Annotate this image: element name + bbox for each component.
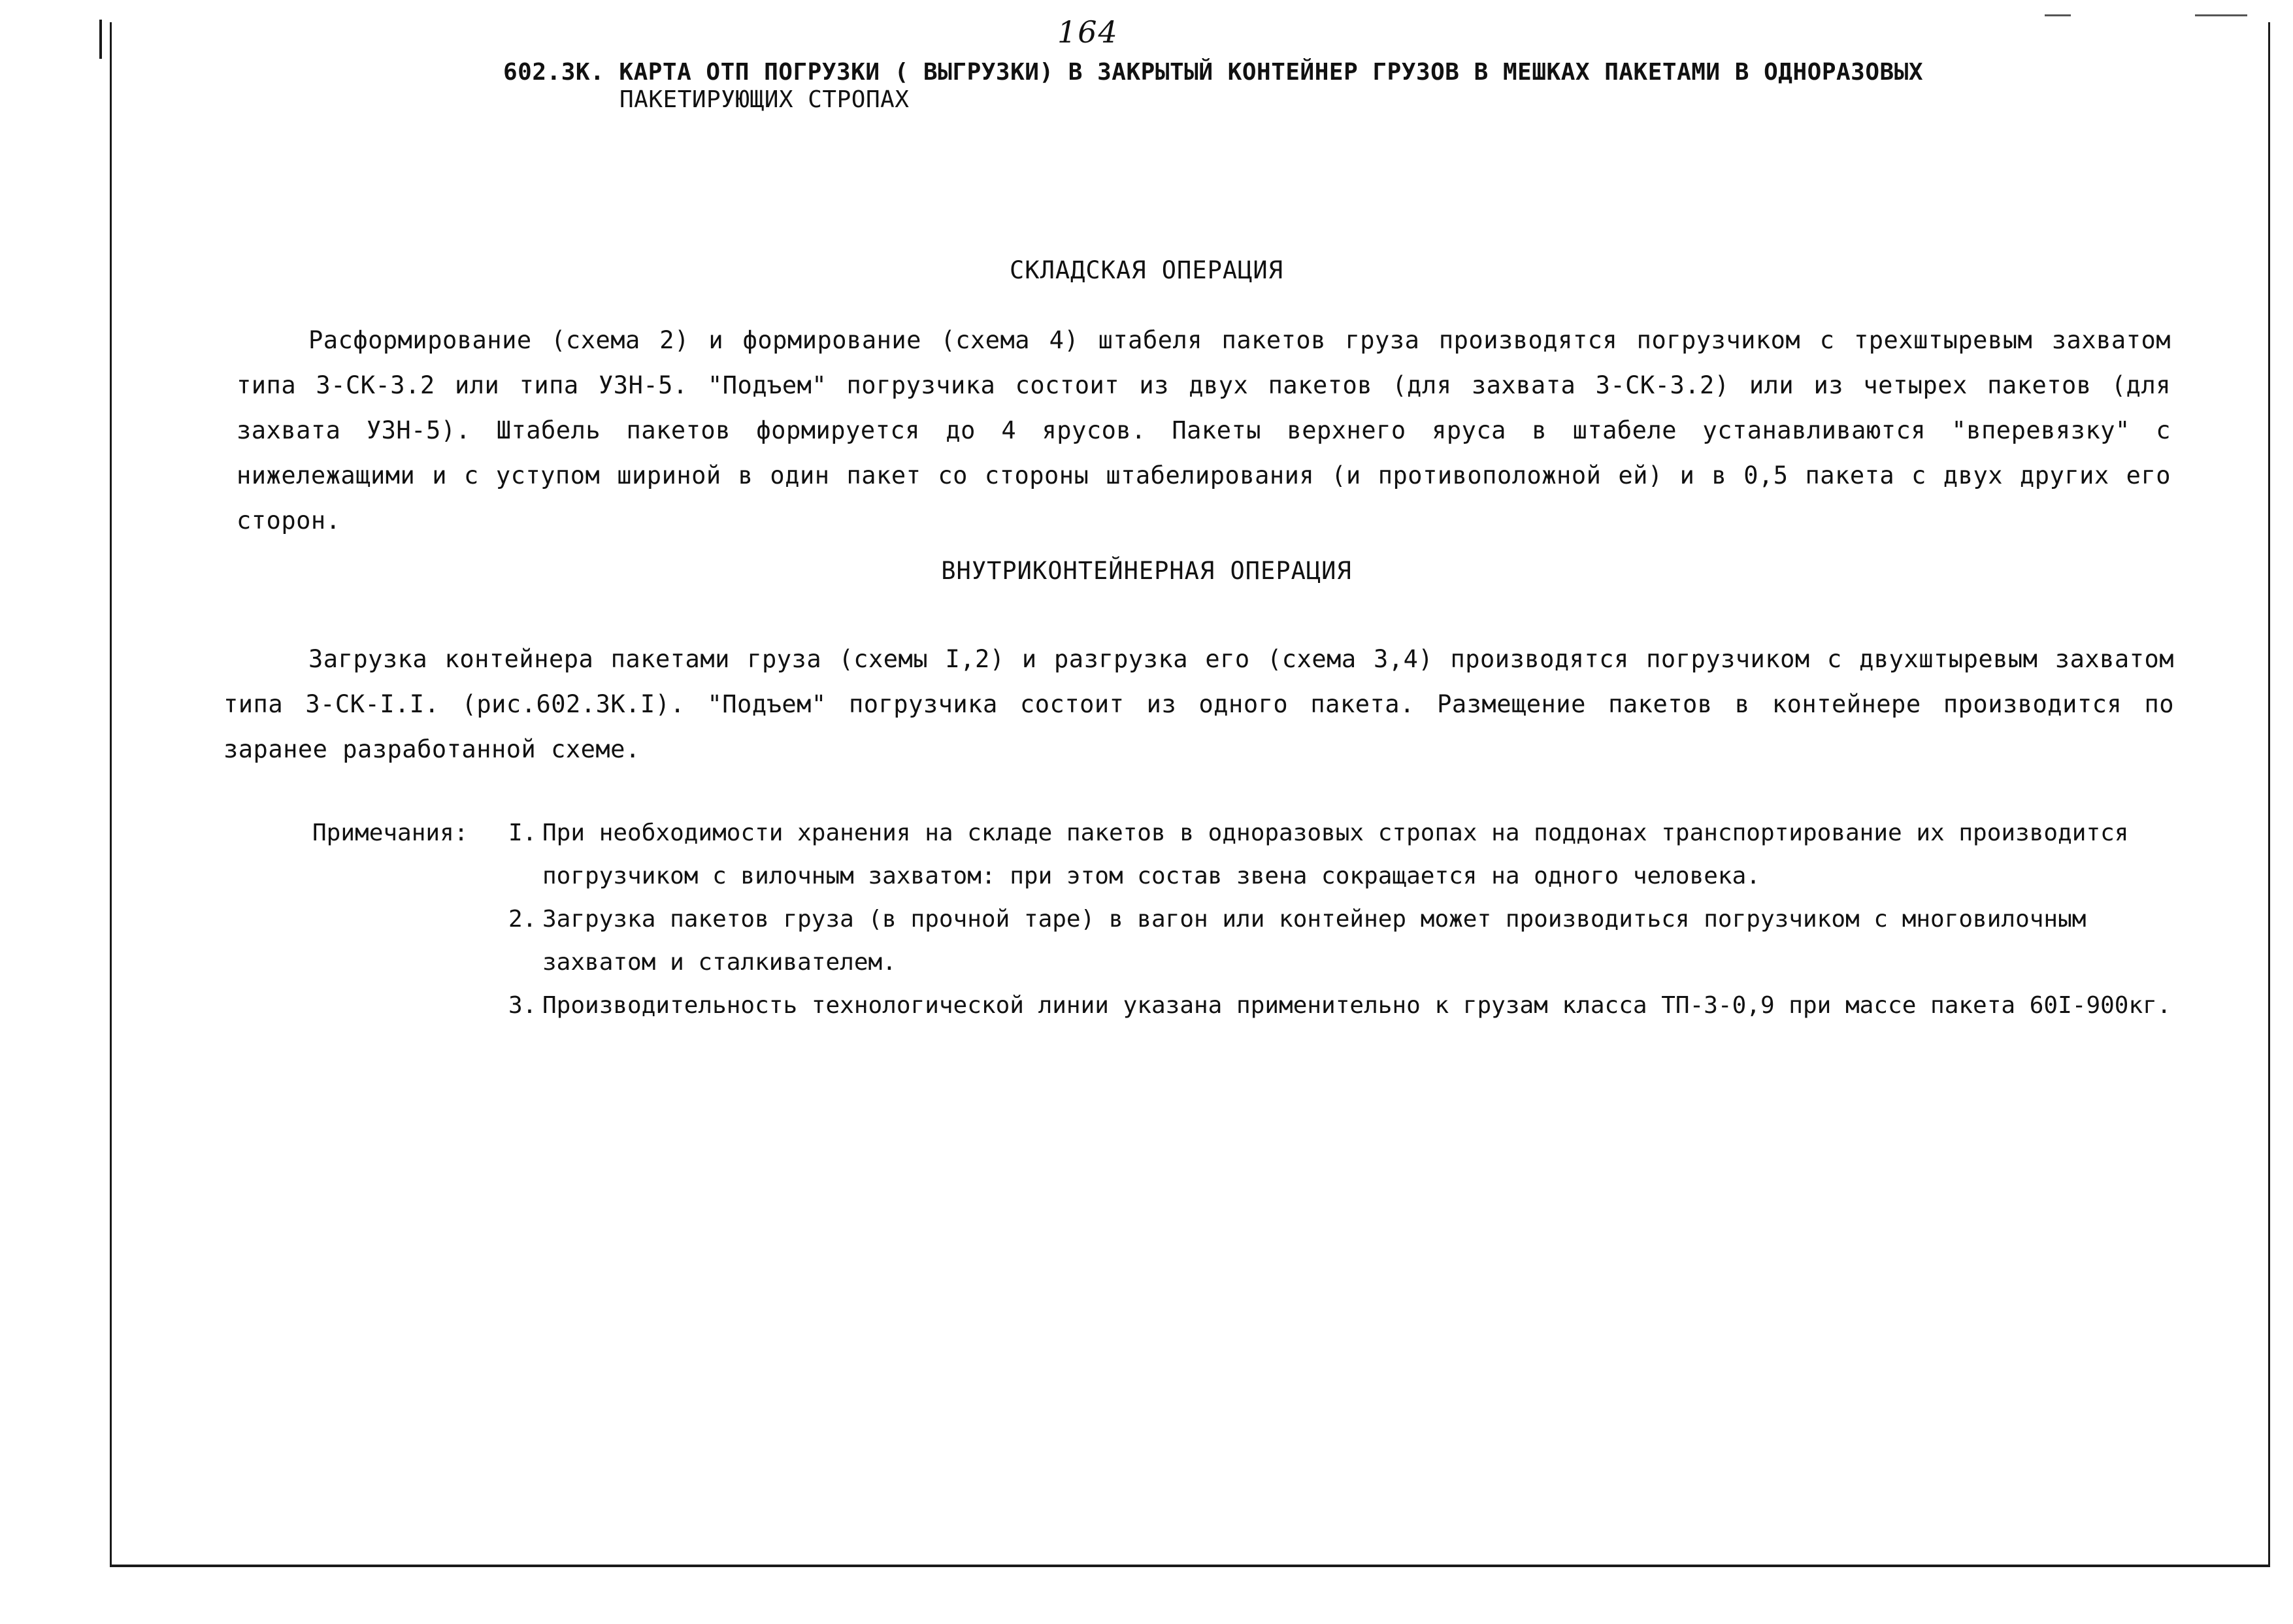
notes-label: Примечания: — [312, 820, 469, 846]
title-line-2: ПАКЕТИРУЮЩИХ СТРОПАХ — [619, 86, 910, 113]
note-item — [312, 812, 2181, 898]
note-item — [312, 984, 2181, 1027]
note-number: 3. — [508, 992, 537, 1019]
notes-block — [312, 812, 2181, 1027]
note-item — [312, 898, 2181, 984]
note-number: I. — [508, 820, 537, 846]
section-heading-warehouse: СКЛАДСКАЯ ОПЕРАЦИЯ — [1010, 256, 1283, 284]
title-line-1: 602.3К. КАРТА ОТП ПОГРУЗКИ ( ВЫГРУЗКИ) В ЗАКРЫТЫЙ КОНТЕЙНЕР ГРУЗОВ В МЕШКАХ ПАКЕТАМИ В ОДНОРАЗОВЫХ — [503, 59, 1924, 86]
section-text-warehouse: Расформирование (схема 2) и формирование (схема 4) штабеля пакетов груза производятся погрузчиком с трехштыревым захватом типа 3-СК-3.2 или типа УЗН-5. "Подъем" погрузчика состоит из двух пакетов (для захвата 3-СК-3.2) или из четырех пакетов (для захвата УЗН-5). Штабель пакетов формируется до 4 ярусов. Пакеты верхнего яруса в штабеле устанавливаются "вперевязку" с нижележащими и с уступом шириной в один пакет со стороны штабелирования (и противоположной ей) и в 0,5 пакета с двух других его сторон. — [237, 326, 2171, 535]
note-text: При необходимости хранения на складе пакетов в одноразовых стропах на поддонах транспортирование их производится погрузчиком с вилочным захватом: при этом состав звена сокращается на одного человека. — [542, 820, 2129, 889]
binding-mark — [99, 20, 102, 59]
page-frame — [110, 22, 2270, 1567]
scan-marks — [2045, 14, 2254, 20]
section-heading-in-container: ВНУТРИКОНТЕЙНЕРНАЯ ОПЕРАЦИЯ — [941, 557, 1352, 585]
note-text: Загрузка пакетов груза (в прочной таре) в вагон или контейнер может производиться погрузчиком с многовилочным захватом и сталкивателем. — [542, 906, 2087, 976]
note-text: Производительность технологической линии указана применительно к грузам класса ТП-3-0,9 при массе пакета 60I-900кг. — [542, 992, 2171, 1019]
page-number: 164 — [1057, 14, 1119, 50]
section-text-in-container: Загрузка контейнера пакетами груза (схемы I,2) и разгрузка его (схема 3,4) производятся погрузчиком с двухштыревым захватом типа 3-СК-I.I. (рис.602.3К.I). "Подъем" погрузчика состоит из одного пакета. Размещение пакетов в контейнере производится по заранее разработанной схеме. — [223, 645, 2174, 763]
note-number: 2. — [508, 906, 537, 933]
document-title — [503, 59, 2150, 114]
